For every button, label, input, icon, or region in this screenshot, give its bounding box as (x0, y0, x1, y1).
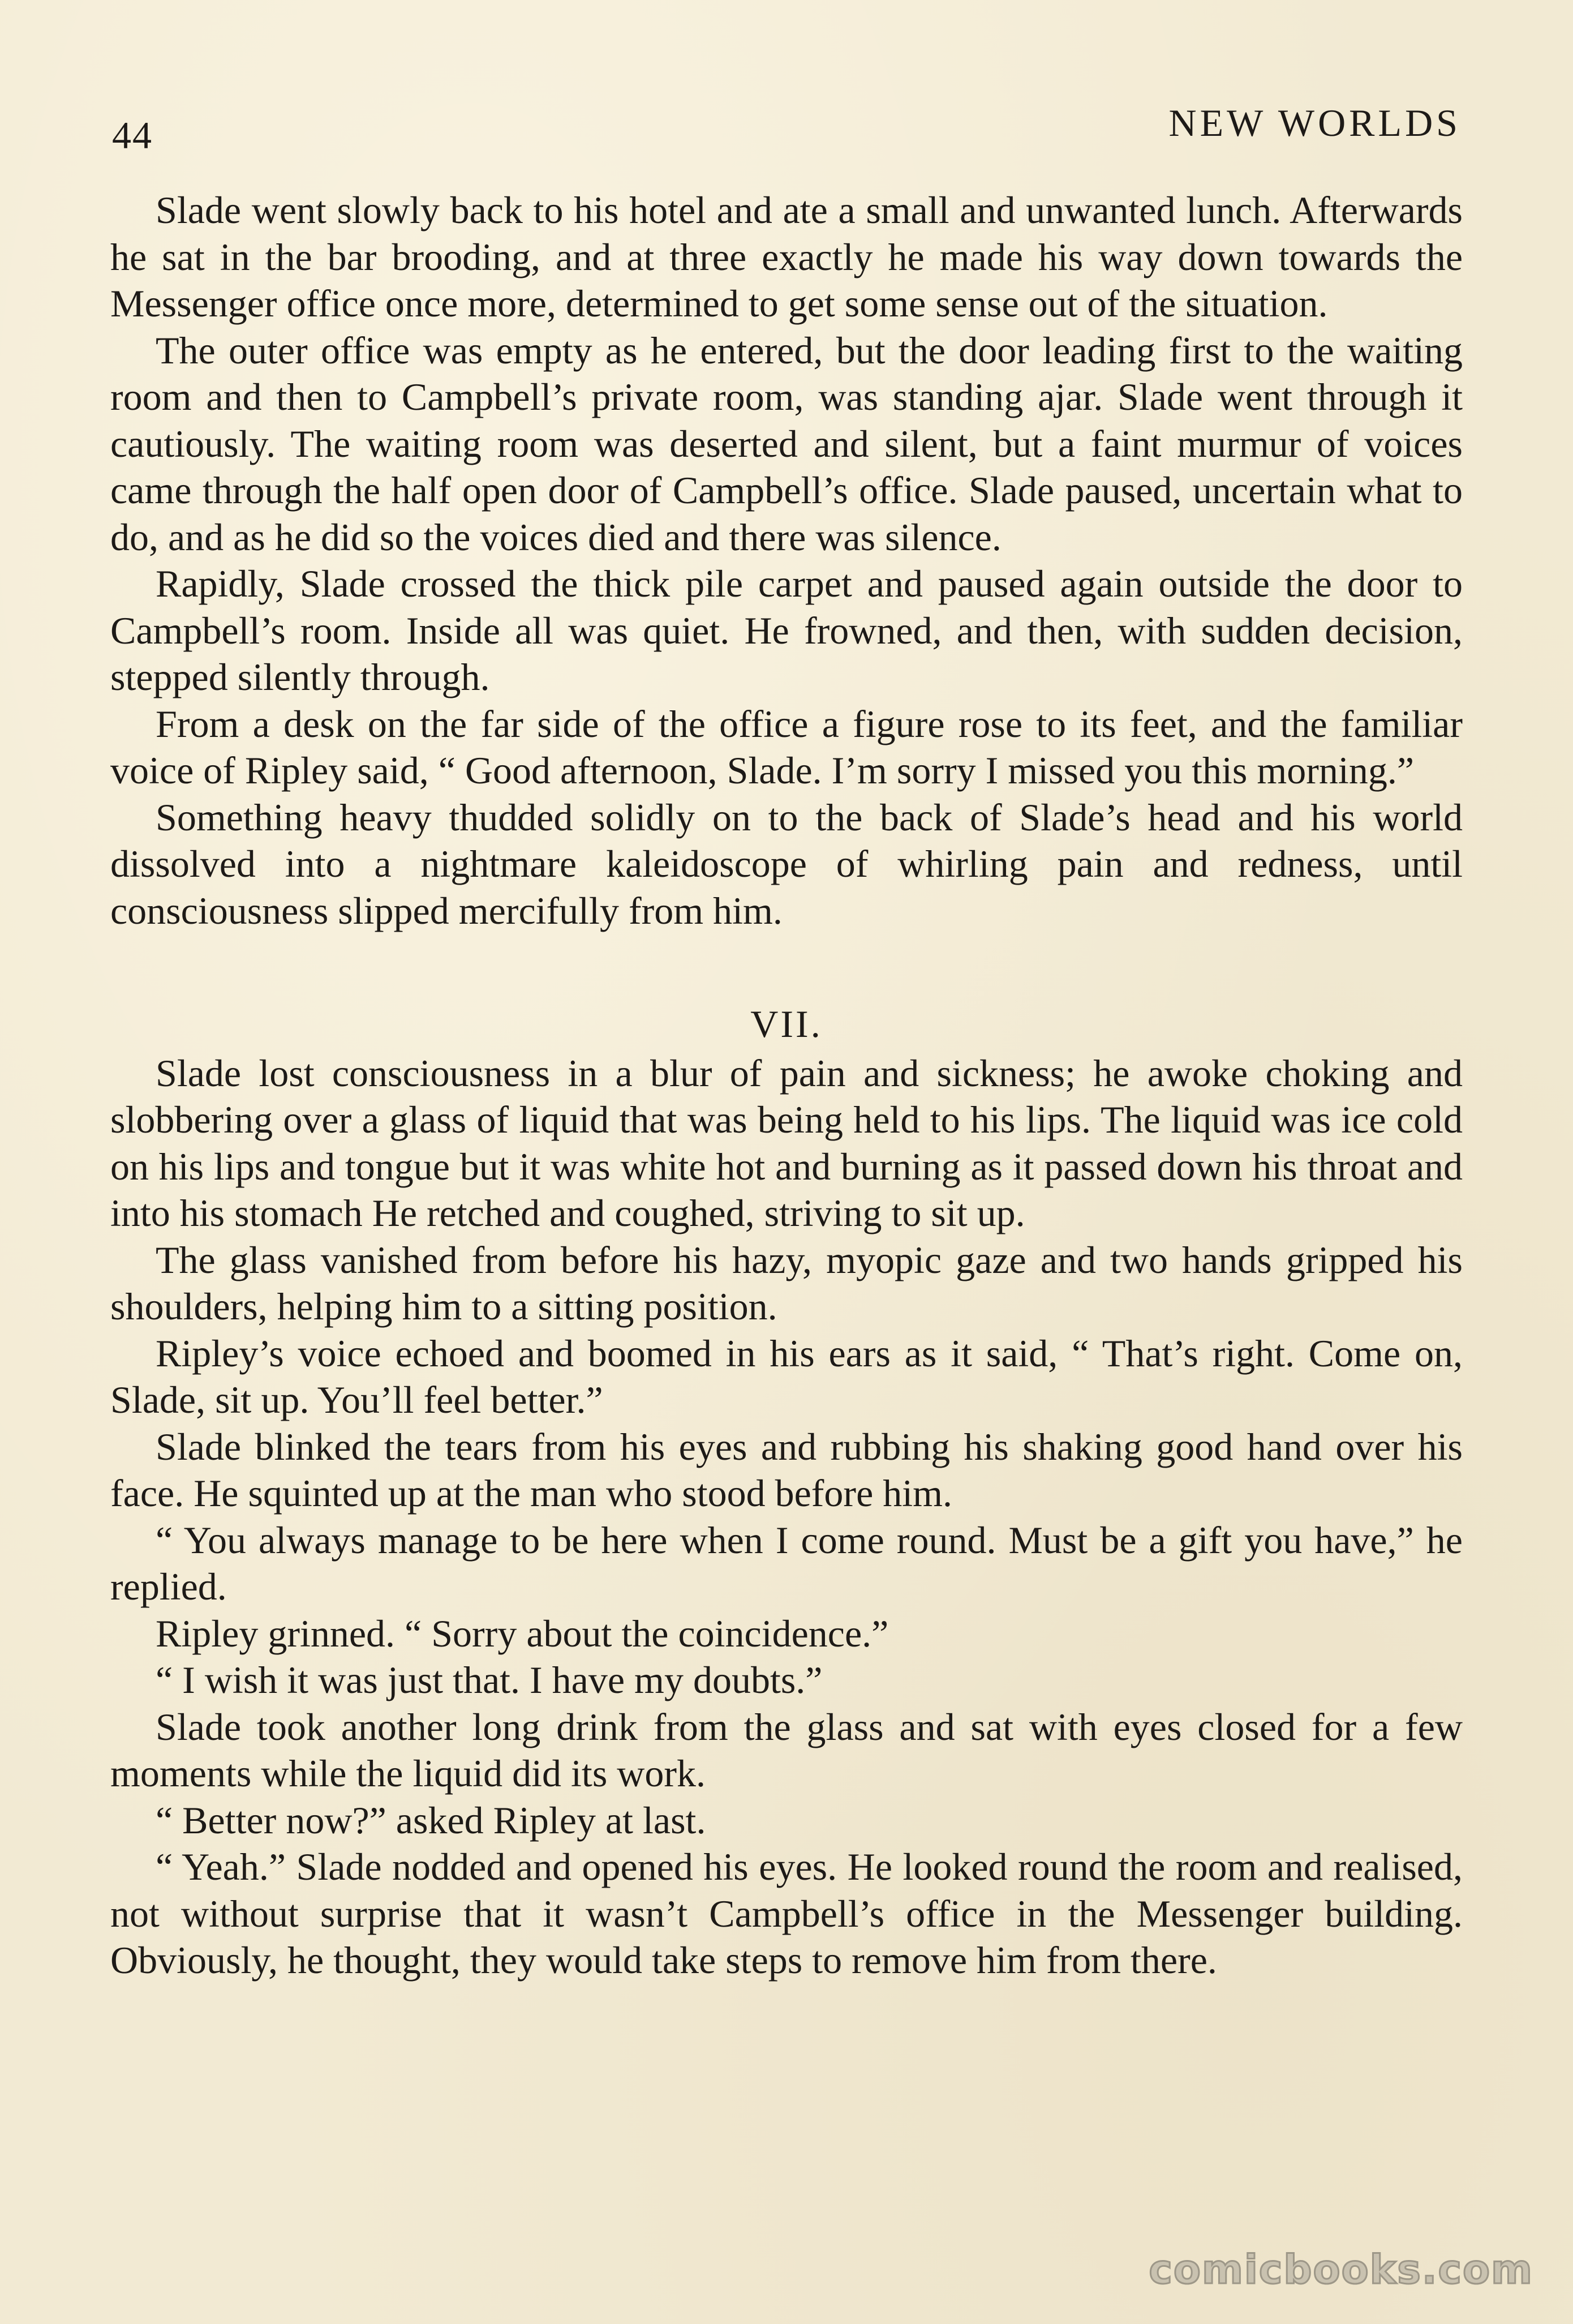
paragraph: The glass vanished from before his hazy, myopic gaze and two hands gripped his shoulders, helping him to a sitting position. (110, 1238, 1463, 1328)
paragraph: “ You always manage to be here when I come round. Must be a gift you have,” he replied. (110, 1518, 1463, 1608)
paragraph: “ I wish it was just that. I have my doubts.” (156, 1658, 823, 1701)
paragraph: Slade blinked the tears from his eyes and rubbing his shaking good hand over his face. He squinted up at the man who stood before him. (110, 1425, 1463, 1515)
paragraph: “ Better now?” asked Ripley at last. (156, 1798, 706, 1842)
paragraph: Ripley’s voice echoed and boomed in his ears as it said, “ That’s right. Come on, Slade, sit up. You’ll feel better.” (110, 1331, 1463, 1421)
page-number: 44 (112, 114, 153, 157)
paragraph: “ Yeah.” Slade nodded and opened his eyes. He looked round the room and realised, not without surprise that it wasn’t Campbell’s office in the Messenger building. Obviously, he thought, they would take steps to remove him from there. (110, 1845, 1463, 1982)
paragraph: Ripley grinned. “ Sorry about the coincidence.” (156, 1611, 889, 1655)
paragraph: Rapidly, Slade crossed the thick pile carpet and paused again outside the door to Campbell’s room. Inside all was quiet. He frowned, and then, with sudden decision, stepped silently through. (110, 562, 1463, 698)
paragraph: Slade lost consciousness in a blur of pain and sickness; he awoke choking and slobbering over a glass of liquid that was being held to his lips. The liquid was ice cold on his lips and tongue but it was white hot and burning as it passed down his throat and into his stomach He retched and coughed, striving to sit up. (110, 1051, 1463, 1234)
body-text (110, 187, 1463, 1984)
paragraph: From a desk on the far side of the office a figure rose to its feet, and the familiar voice of Ripley said, “ Good afternoon, Slade. I’m sorry I missed you this morning.” (110, 702, 1463, 792)
page-header (112, 101, 1461, 157)
paragraph: The outer office was empty as he entered, but the door leading first to the waiting room and then to Campbell’s private room, was standing ajar. Slade went through it cautiously. The waiting room was deserted and silent, but a faint murmur of voices came through the half open door of Campbell’s office. Slade paused, uncertain what to do, and as he did so the voices died and there was silence. (110, 328, 1463, 559)
watermark: comicbooks.com (1149, 2246, 1533, 2293)
paragraph: Slade went slowly back to his hotel and ate a small and unwanted lunch. Afterwards he sat in the bar brooding, and at three exactly he made his way down towards the Messenger office once more, determined to get some sense out of the situation. (110, 188, 1463, 325)
paragraph: Slade took another long drink from the glass and sat with eyes closed for a few moments while the liquid did its work. (110, 1705, 1463, 1795)
paragraph: Something heavy thudded solidly on to the back of Slade’s head and his world dissolved into a nightmare kaleidoscope of whirling pain and redness, until consciousness slipped mercifully from him. (110, 795, 1463, 932)
section-heading: VII. (750, 1002, 823, 1045)
running-title: NEW WORLDS (1168, 101, 1461, 144)
